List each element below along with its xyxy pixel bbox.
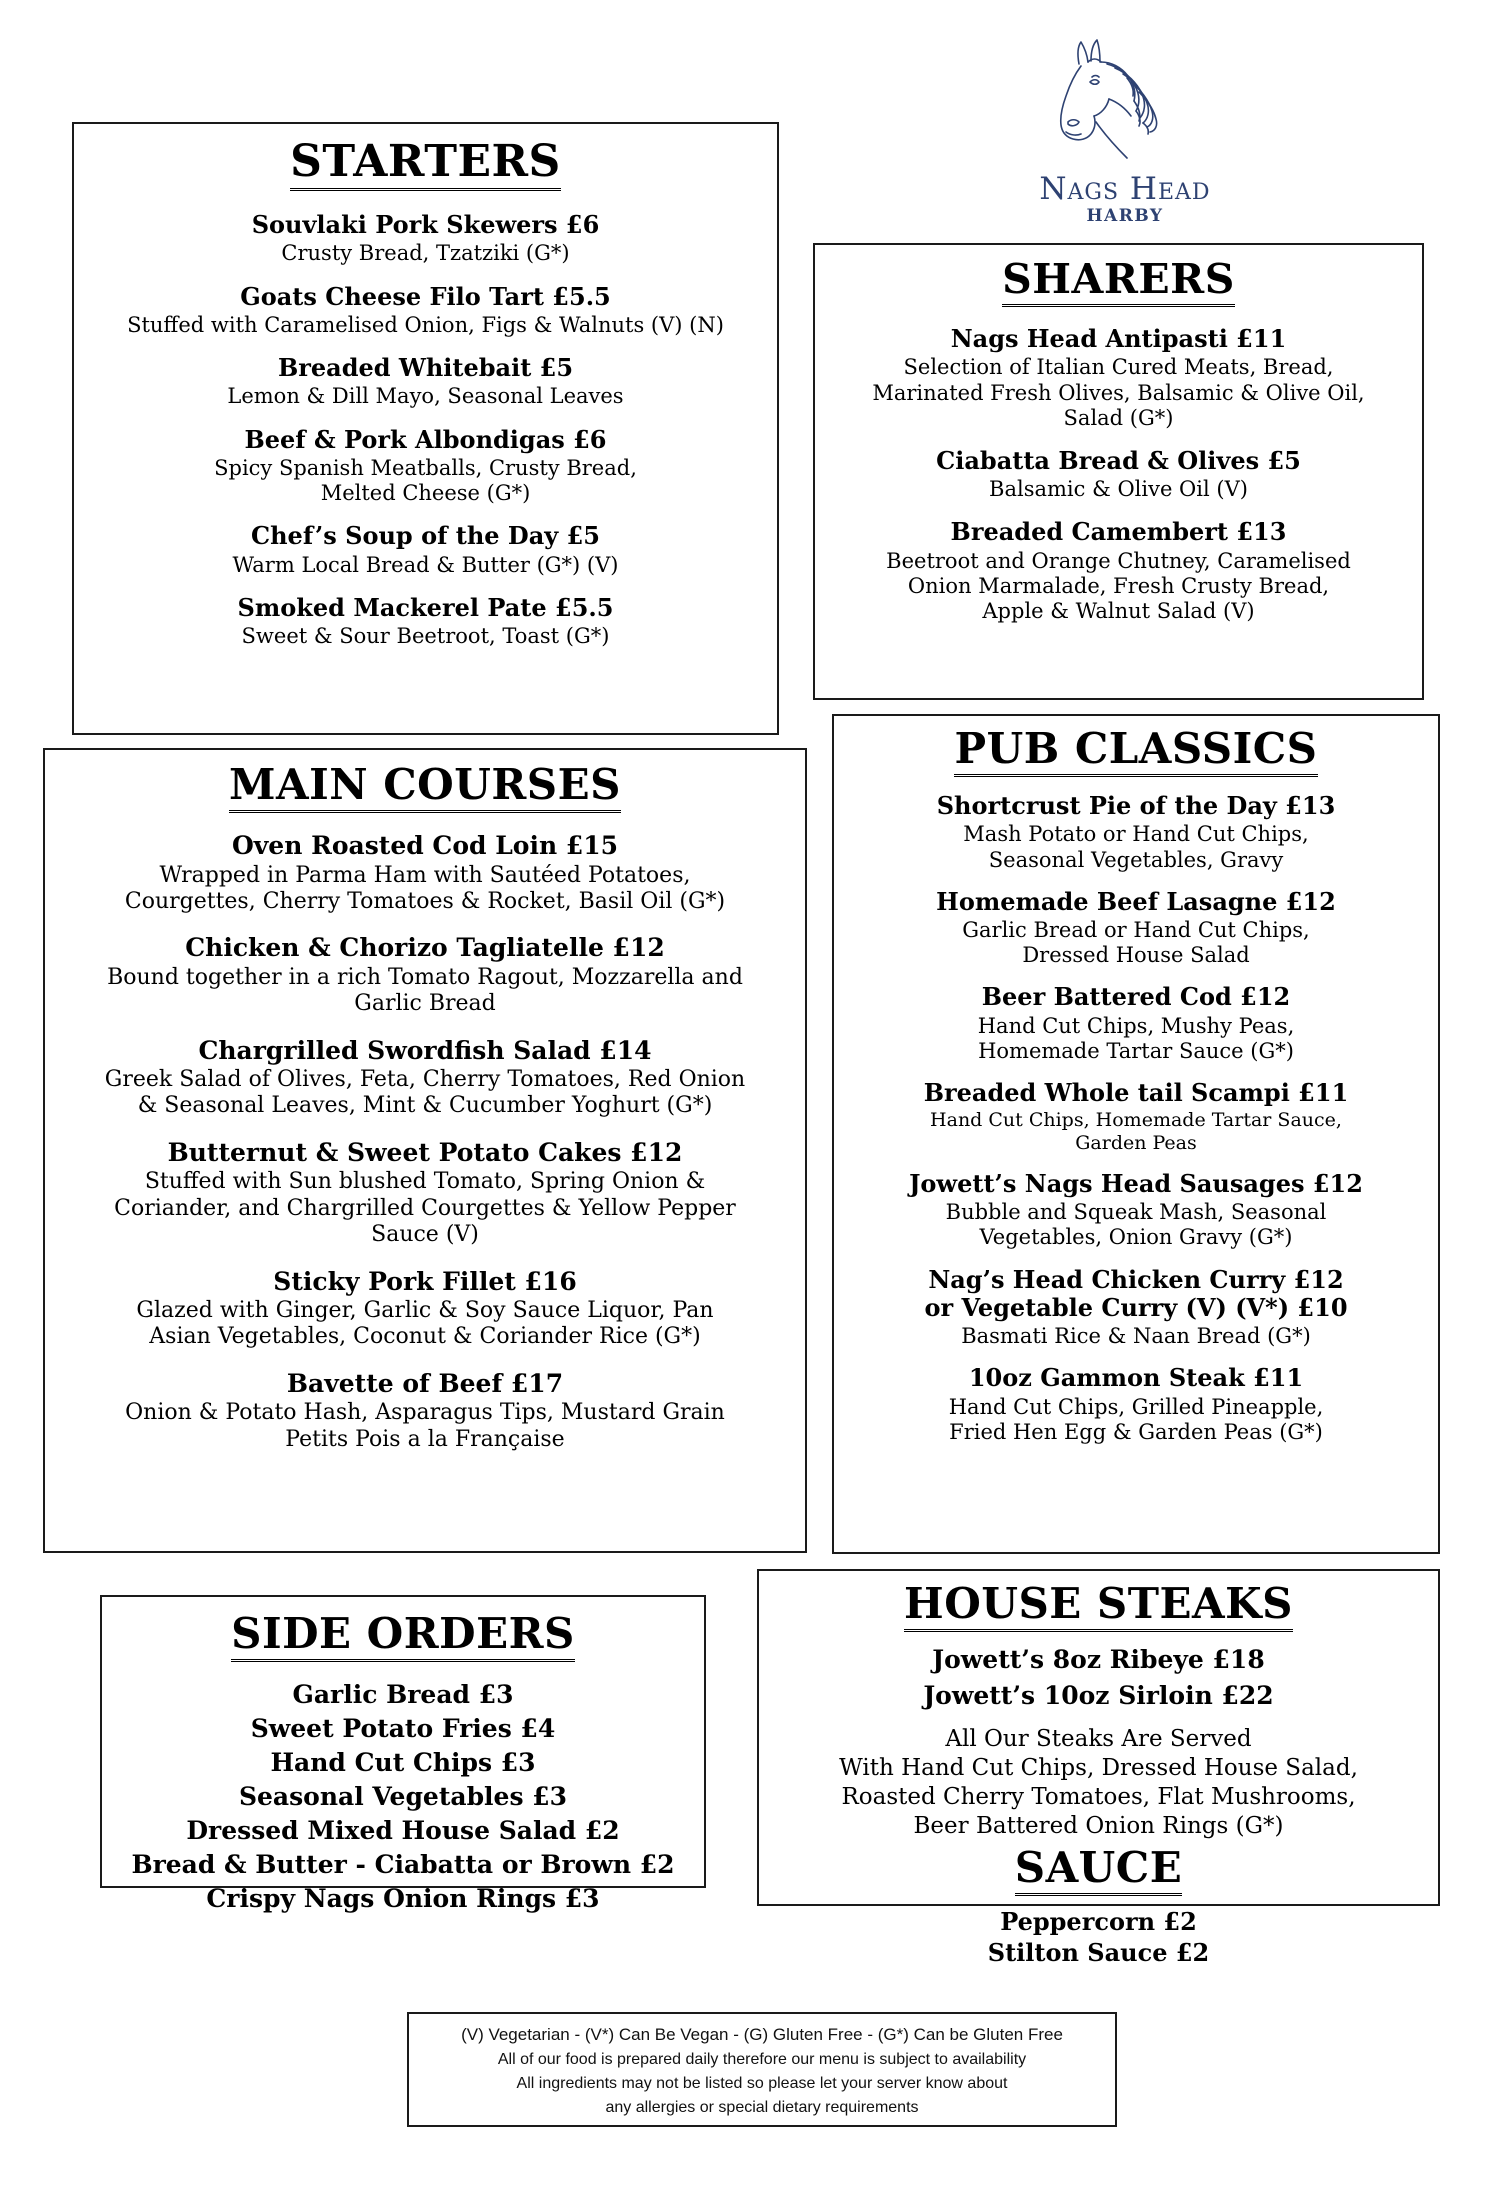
menu-item (65, 1267, 785, 1351)
steak-item: Jowett’s 8oz Ribeye £18 (932, 1645, 1265, 1674)
menu-item-name: 10oz Gammon Steak £11 (968, 1363, 1304, 1393)
menu-item (92, 426, 759, 507)
starters-section (72, 122, 779, 735)
menu-item-name: Oven Roasted Cod Loin £15 (231, 831, 619, 860)
pub-classics-title: PUB CLASSICS (954, 728, 1317, 777)
main-courses-section (43, 748, 807, 1553)
side-orders-section (100, 1595, 706, 1913)
side-order-item: Hand Cut Chips £3 (270, 1748, 536, 1777)
menu-item-description: Bubble and Squeak Mash, Seasonal Vegetables, Onion Gravy (G*) (945, 1200, 1327, 1250)
main-courses-item-list (65, 831, 785, 1453)
menu-item-name: Breaded Whole tail Scampi £11 (923, 1078, 1349, 1108)
menu-item-description: Hand Cut Chips, Homemade Tartar Sauce, Garden Peas (930, 1109, 1342, 1155)
menu-item (65, 1138, 785, 1249)
allergy-note-line: All of our food is prepared daily therefore our menu is subject to availability (497, 2050, 1027, 2068)
menu-item-description: Bound together in a rich Tomato Ragout, Mozzarella and Garlic Bread (107, 964, 743, 1017)
menu-item-description: Basmati Rice & Naan Bread (G*) (961, 1324, 1311, 1349)
menu-item (831, 325, 1406, 431)
sauce-item: Peppercorn £2 (1000, 1906, 1197, 1936)
menu-item-name: Jowett’s Nags Head Sausages £12 (909, 1168, 1363, 1198)
menu-item-description: Hand Cut Chips, Mushy Peas, Homemade Tartar Sauce (G*) (977, 1013, 1295, 1063)
side-order-item: Seasonal Vegetables £3 (238, 1782, 568, 1811)
menu-item-description: Selection of Italian Cured Meats, Bread, Marinated Fresh Olives, Balsamic & Olive Oil, Salad (G*) (872, 355, 1365, 430)
menu-item (848, 983, 1424, 1064)
pub-classics-title-wrap (848, 724, 1424, 777)
sauce-title: SAUCE (1015, 1847, 1183, 1896)
menu-item-description: Onion & Potato Hash, Asparagus Tips, Mustard Grain Petits Pois a la Française (125, 1400, 725, 1452)
side-order-item: Crispy Nags Onion Rings £3 (206, 1884, 600, 1913)
menu-item-description: Lemon & Dill Mayo, Seasonal Leaves (227, 384, 624, 409)
menu-item-name: Sticky Pork Fillet £16 (273, 1266, 577, 1296)
menu-item (65, 1036, 785, 1120)
menu-item-name: Chicken & Chorizo Tagliatelle £12 (185, 933, 665, 963)
sharers-title: SHARERS (1002, 259, 1235, 307)
menu-item-name: Chargrilled Swordfish Salad £14 (198, 1035, 652, 1065)
starters-title: STARTERS (290, 140, 561, 191)
menu-item-description: Greek Salad of Olives, Feta, Cherry Tomatoes, Red Onion & Seasonal Leaves, Mint & Cucumber Yoghurt (G*) (104, 1067, 746, 1119)
dietary-key-line: (V) Vegetarian - (V*) Can Be Vegan - (G) Gluten Free - (G*) Can be Gluten Free (461, 2025, 1063, 2044)
sauce-title-wrap (773, 1842, 1424, 1896)
side-order-item: Garlic Bread £3 (292, 1680, 514, 1709)
menu-item-description: Stuffed with Caramelised Onion, Figs & Walnuts (V) (N) (127, 312, 724, 337)
sauce-item-list (773, 1906, 1424, 1968)
menu-item-name: Chef’s Soup of the Day £5 (251, 521, 600, 551)
menu-item-name: Nag’s Head Chicken Curry £12 or Vegetable Curry (V) (V*) £10 (924, 1264, 1348, 1322)
sharers-section (813, 243, 1424, 700)
menu-item-name: Beef & Pork Albondigas £6 (244, 424, 607, 454)
menu-item-name: Breaded Camembert £13 (950, 517, 1287, 547)
house-steaks-title-wrap (773, 1579, 1424, 1632)
menu-item-description: Spicy Spanish Meatballs, Crusty Bread, Melted Cheese (G*) (214, 455, 637, 505)
menu-item (65, 933, 785, 1017)
menu-item-name: Homemade Beef Lasagne £12 (936, 886, 1336, 916)
menu-item (92, 211, 759, 267)
side-order-item: Bread & Butter - Ciabatta or Brown £2 (131, 1850, 675, 1879)
menu-item (65, 831, 785, 915)
menu-item-description: Hand Cut Chips, Grilled Pineapple, Fried Hen Egg & Garden Peas (G*) (948, 1394, 1324, 1444)
menu-item-name: Butternut & Sweet Potato Cakes £12 (167, 1137, 683, 1167)
menu-item (848, 1170, 1424, 1251)
menu-item-description: Wrapped in Parma Ham with Sautéed Potatoes, Courgettes, Cherry Tomatoes & Rocket, Basil Oil (G*) (124, 862, 726, 914)
menu-item-name: Smoked Mackerel Pate £5.5 (237, 592, 614, 622)
main-courses-title-wrap (65, 760, 785, 813)
allergy-notice (407, 2012, 1117, 2127)
side-orders-item-list (116, 1678, 690, 1916)
side-orders-title: SIDE ORDERS (231, 1613, 575, 1662)
menu-item-description: Beetroot and Orange Chutney, Caramelised Onion Marmalade, Fresh Crusty Bread, Apple & Walnut Salad (V) (886, 548, 1351, 624)
pub-classics-item-list (848, 792, 1424, 1445)
restaurant-logo (985, 22, 1265, 225)
allergy-note-line: All ingredients may not be listed so please let your server know about (516, 2075, 1008, 2093)
sharers-item-list (831, 325, 1406, 624)
main-courses-title: MAIN COURSES (229, 764, 621, 813)
steak-item: Jowett’s 10oz Sirloin £22 (923, 1680, 1274, 1710)
menu-item (848, 792, 1424, 873)
sharers-title-wrap (831, 255, 1406, 307)
menu-item (65, 1369, 785, 1453)
menu-item-description: Warm Local Bread & Butter (G*) (V) (232, 552, 619, 577)
menu-item (831, 447, 1406, 503)
sauce-item: Stilton Sauce £2 (987, 1938, 1210, 1968)
menu-item-name: Breaded Whitebait £5 (277, 353, 574, 382)
menu-item-name: Beer Battered Cod £12 (981, 982, 1291, 1012)
menu-item-name: Ciabatta Bread & Olives £5 (936, 445, 1301, 475)
starters-title-wrap (92, 136, 759, 191)
menu-item (92, 522, 759, 578)
menu-item (848, 1364, 1424, 1445)
menu-item (92, 354, 759, 410)
horse-head-icon (1035, 22, 1215, 172)
menu-item-description: Stuffed with Sun blushed Tomato, Spring Onion & Coriander, and Chargrilled Courgettes & Yellow Pepper Sauce (V) (114, 1169, 736, 1248)
starters-item-list (92, 211, 759, 649)
side-orders-title-wrap (116, 1609, 690, 1662)
menu-item (92, 283, 759, 339)
menu-item-description: Glazed with Ginger, Garlic & Soy Sauce Liquor, Pan Asian Vegetables, Coconut & Coriander Rice (G*) (136, 1298, 714, 1350)
menu-item (92, 594, 759, 650)
menu-item (848, 1266, 1424, 1350)
menu-item (848, 1079, 1424, 1155)
menu-item-description: Mash Potato or Hand Cut Chips, Seasonal Vegetables, Gravy (963, 822, 1309, 872)
menu-item (831, 518, 1406, 624)
side-order-item: Sweet Potato Fries £4 (250, 1714, 556, 1743)
house-steaks-section (757, 1569, 1440, 1968)
menu-item-description: Garlic Bread or Hand Cut Chips, Dressed House Salad (962, 918, 1310, 968)
menu-item (848, 888, 1424, 969)
menu-item-description: Balsamic & Olive Oil (V) (989, 477, 1248, 502)
steaks-served-note: All Our Steaks Are Served With Hand Cut Chips, Dressed House Salad, Roasted Cherry Tomatoes, Flat Mushrooms, Beer Battered Onion Rings (G*) (839, 1726, 1358, 1839)
menu-item-description: Sweet & Sour Beetroot, Toast (G*) (241, 624, 610, 648)
menu-item-description: Crusty Bread, Tzatziki (G*) (281, 241, 570, 266)
house-steaks-item-list (773, 1642, 1424, 1713)
allergy-note-lines (419, 2048, 1105, 2121)
menu-item-name: Goats Cheese Filo Tart £5.5 (240, 281, 611, 311)
menu-item-name: Shortcrust Pie of the Day £13 (936, 791, 1336, 820)
allergy-note-line: any allergies or special dietary requirements (605, 2099, 919, 2117)
menu-item-name: Souvlaki Pork Skewers £6 (251, 210, 600, 239)
menu-item-name: Nags Head Antipasti £11 (950, 324, 1287, 353)
logo-name: Nags Head (1039, 171, 1211, 207)
house-steaks-title: HOUSE STEAKS (904, 1583, 1293, 1632)
logo-location: HARBY (1086, 206, 1164, 226)
side-order-item: Dressed Mixed House Salad £2 (186, 1816, 620, 1845)
pub-classics-section (832, 714, 1440, 1554)
menu-item-name: Bavette of Beef £17 (286, 1368, 564, 1398)
